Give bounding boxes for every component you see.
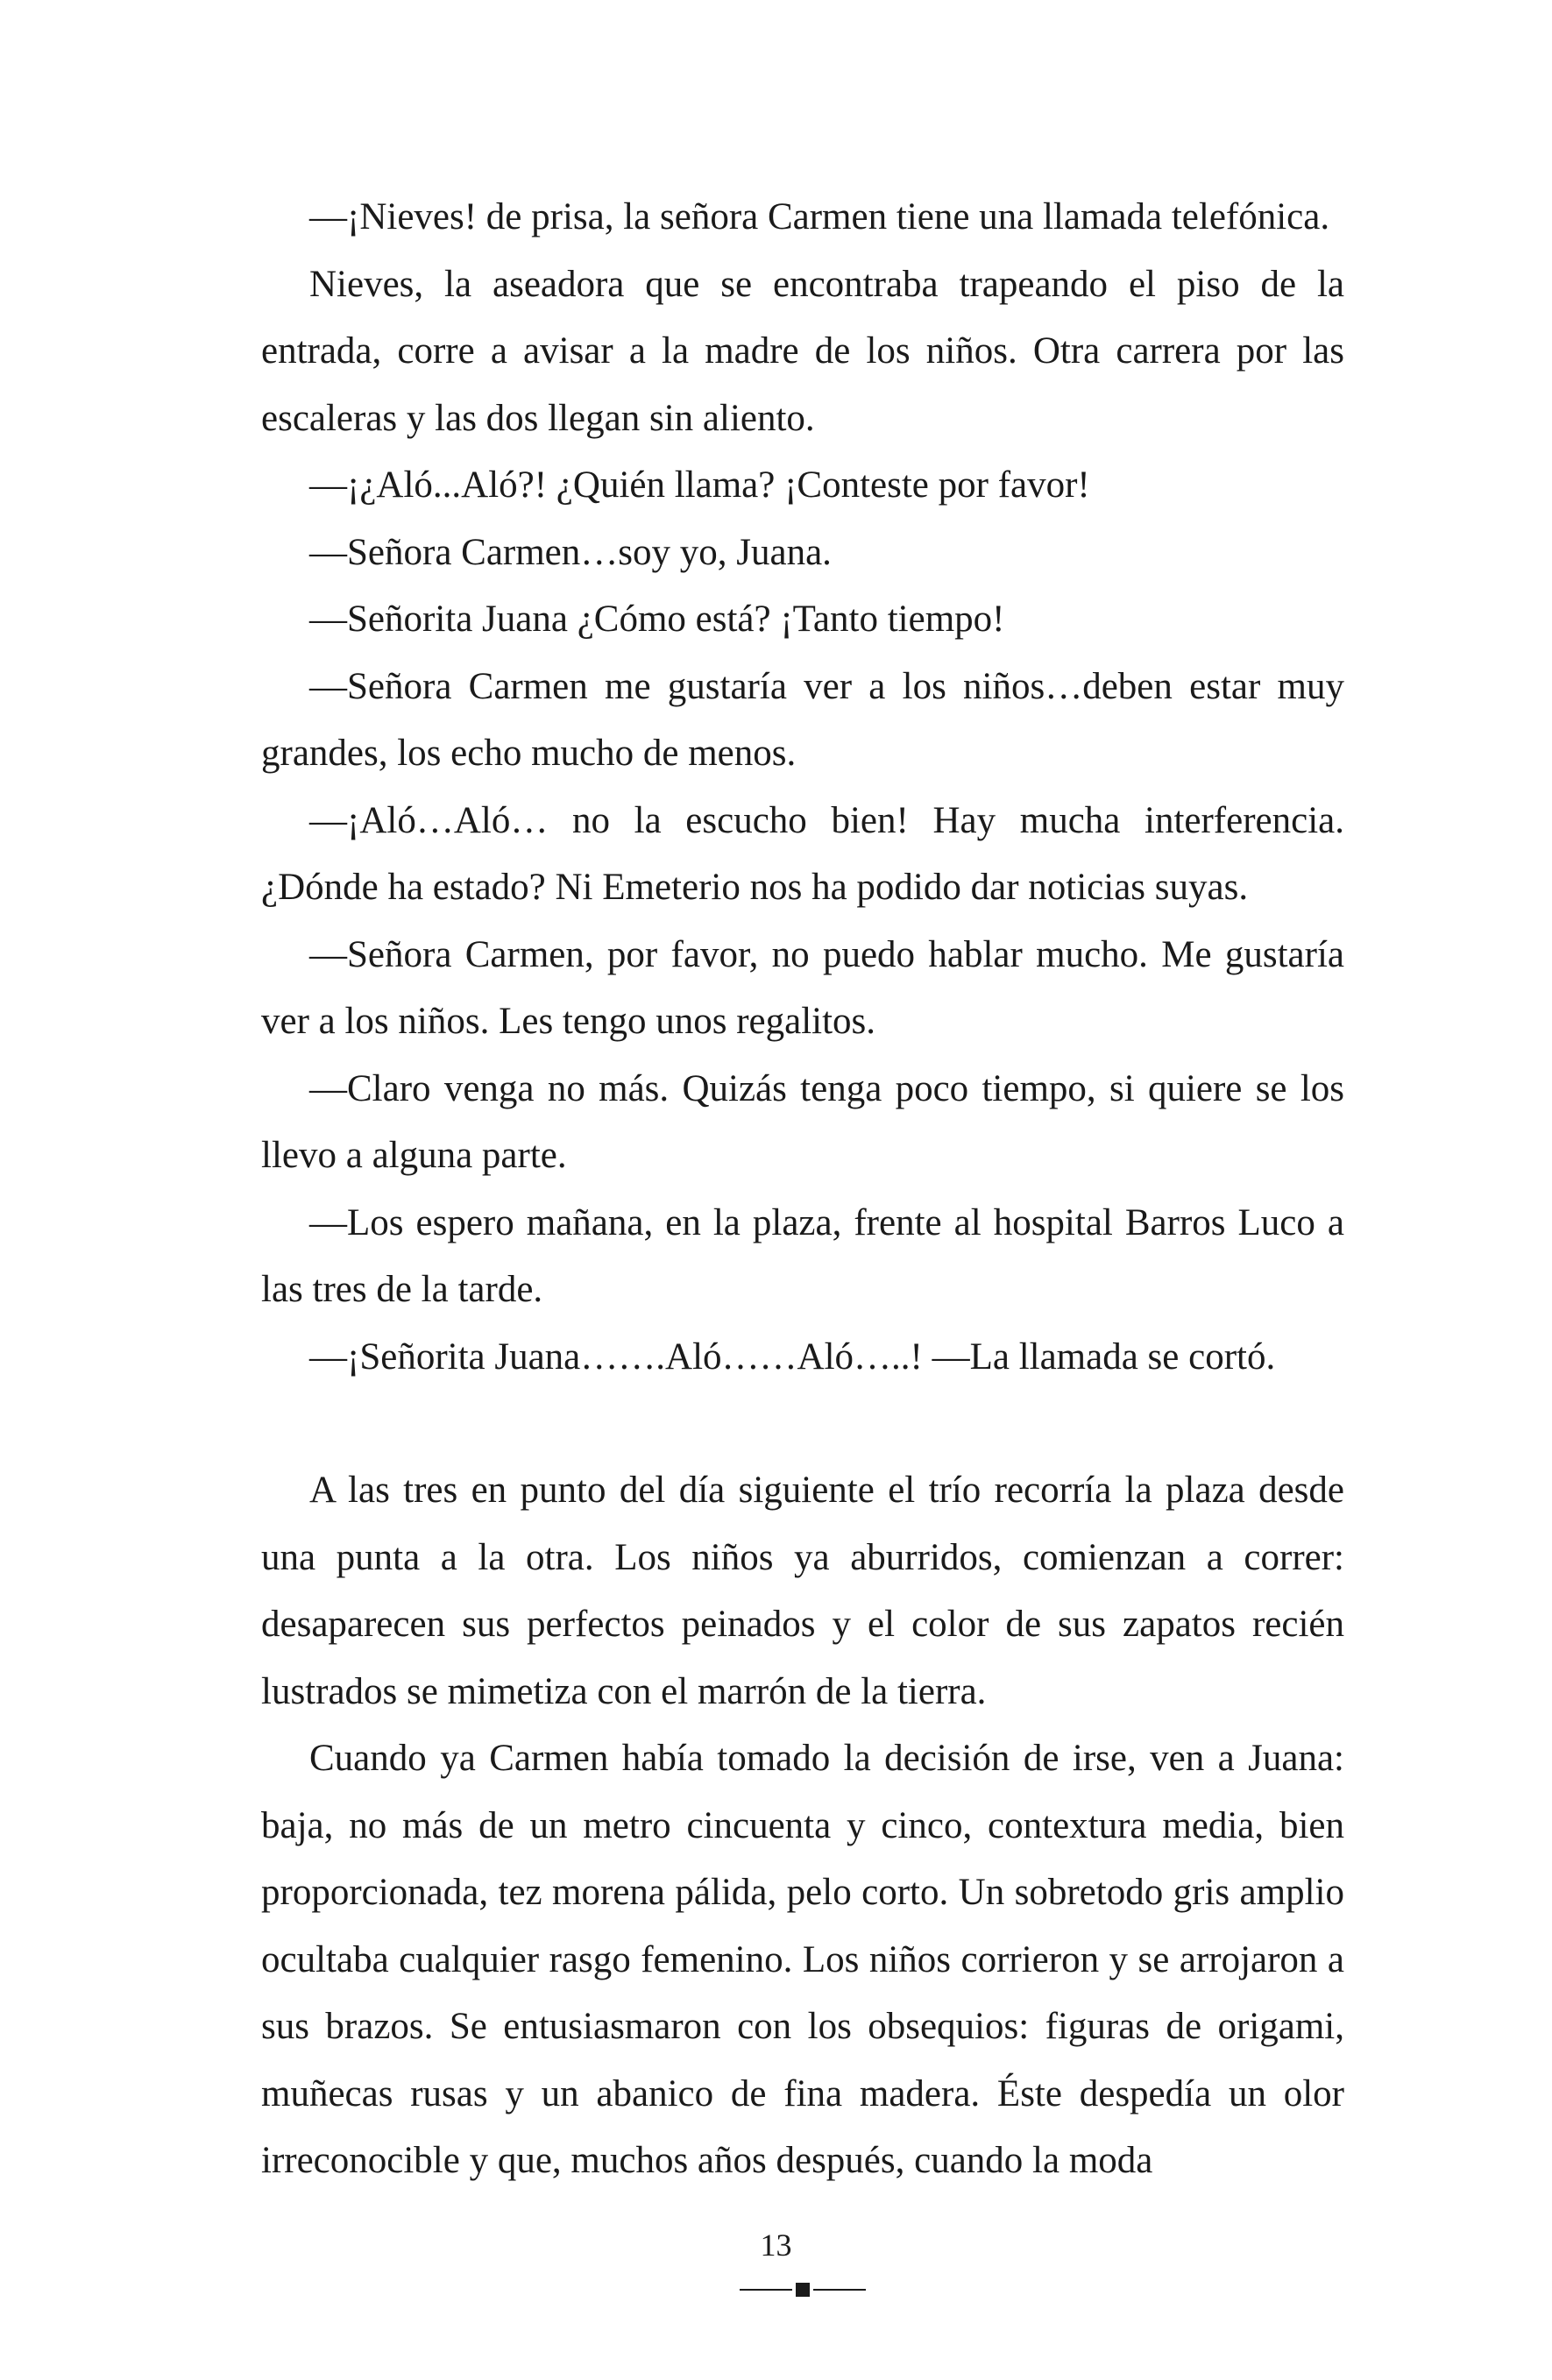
- page-body: [261, 184, 1344, 2195]
- paragraph: —Señora Carmen me gustaría ver a los niños…deben estar muy grandes, los echo mucho de menos.: [261, 665, 1344, 774]
- paragraph: —Claro venga no más. Quizás tenga poco tiempo, si quiere se los llevo a alguna parte.: [261, 1067, 1344, 1176]
- folio-ornament: [740, 2282, 866, 2298]
- ornament-rule-left: [740, 2289, 792, 2291]
- paragraph: —¡Aló…Aló… no la escucho bien! Hay mucha interferencia. ¿Dónde ha estado? Ni Emeterio nos ha podido dar noticias suyas.: [261, 799, 1344, 908]
- paragraph: Nieves, la aseadora que se encontraba trapeando el piso de la entrada, corre a avisar a la madre de los niños. Otra carrera por las escaleras y las dos llegan sin aliento.: [261, 263, 1344, 439]
- paragraph: —Señora Carmen, por favor, no puedo hablar mucho. Me gustaría ver a los niños. Les tengo unos regalitos.: [261, 933, 1344, 1042]
- ornament-square-icon: [796, 2283, 810, 2297]
- paragraph: —Los espero mañana, en la plaza, frente al hospital Barros Luco a las tres de la tarde.: [261, 1201, 1344, 1310]
- paragraph: A las tres en punto del día siguiente el trío recorría la plaza desde una punta a la otra. Los niños ya aburridos, comienzan a correr: desaparecen sus perfectos peinados y el color de sus zapatos recién lustrados se mimetiza con el marrón de la tierra.: [261, 1470, 1344, 1712]
- section-break: [261, 1391, 1344, 1457]
- ornament-rule-right: [813, 2289, 866, 2291]
- page-number: 13: [760, 2228, 792, 2263]
- paragraph: —Señora Carmen…soy yo, Juana.: [309, 531, 832, 573]
- paragraph: —¡¿Aló...Aló?! ¿Quién llama? ¡Conteste por favor!: [309, 464, 1090, 506]
- paragraph: —¡Señorita Juana…….Aló……Aló…..! —La llamada se cortó.: [309, 1335, 1276, 1378]
- paragraph: —¡Nieves! de prisa, la señora Carmen tiene una llamada telefónica.: [309, 196, 1330, 237]
- paragraph: —Señorita Juana ¿Cómo está? ¡Tanto tiempo!: [309, 599, 1005, 640]
- paragraph: Cuando ya Carmen había tomado la decisión de irse, ven a Juana: baja, no más de un metro cincuenta y cinco, contextura media, bien proporcionada, tez morena pálida, pelo corto. Un sobretodo gris amplio ocultaba cualquier rasgo femenino. Los niños corrieron y se arrojaron a sus brazos. Se entusiasmaron con los obsequios: figuras de origami, muñecas rusas y un abanico de fina madera. Éste despedía un olor irreconocible y que, muchos años después, cuando la moda: [261, 1738, 1344, 2181]
